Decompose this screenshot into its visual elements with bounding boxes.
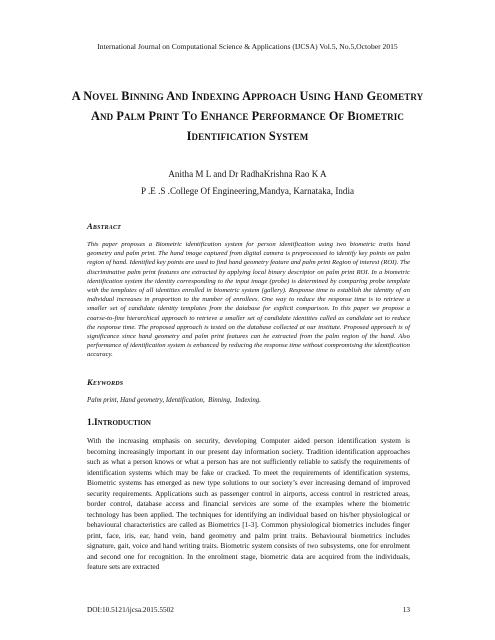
paper-title: A Novel Binning And Indexing Approach Using Hand Geometry And Palm Print To Enhance Performance Of Biometric Identification System bbox=[71, 89, 424, 143]
page-number: 13 bbox=[402, 605, 410, 614]
introduction-heading: 1.Introduction bbox=[87, 418, 151, 428]
abstract-heading: Abstract bbox=[87, 221, 122, 231]
doi-footer: DOI:10.5121/ijcsa.2015.5502 bbox=[87, 605, 174, 614]
author-list: Anitha M L and Dr RadhaKrishna Rao K A bbox=[168, 169, 327, 179]
keywords-text: Palm print, Hand geometry, Identification, Binning, Indexing. bbox=[87, 397, 261, 404]
keywords-heading: Keywords bbox=[87, 377, 124, 387]
abstract-text: This paper proposes a Biometric identification system for person identification using two biometric traits hand geometry and palm print. The hand image captured from digital camera is preprocessed to identify key points on palm region of hand. Identified key points are used to find hand geometry feature and palm print Region of interest (ROI). The discriminative palm print features are extracted by applying local binary descriptor on palm print ROI. In a biometric identification system the identity corresponding to the input image (probe) is determined by comparing probe template with the templates of all identities enrolled in biometric system (gallery). Response time to establish the identity of an individual increases in proportion to the number of enrollees. One way to reduce the response time is to retrieve a smaller set of candidate identity templates from the database for explicit comparison. In this paper we propose a coarse-to-fine hierarchical approach to retrieve a smaller set of candidate identities called as candidate set to reduce the response time. The proposed approach is tested on the database collected at our institute. Proposed approach is of significance since hand geometry and palm print features can be extracted from the palm region of the hand. Also performance of identification system is enhanced by reducing the response time without compromising the identification accuracy. bbox=[87, 241, 410, 359]
introduction-text: With the increasing emphasis on security, developing Computer aided person identification system is becoming increasingly important in our present day information society. Tradition identification approaches such as what a person knows or what a person has are not sufficiently reliable to satisfy the requirements of identification systems which may be fake or cracked. To meet the requirements of identification systems, Biometric systems has emerged as new type solutions to our society’s ever increasing demand of improved security requirements. Applications such as passenger control in airports, access control in restricted areas, border control, database access and financial services are some of the examples where the biometric technology has been applied. The techniques for identifying an individual based on his/her physiological or behavioural characteristics are called as Biometrics [1-3]. Common physiological biometrics includes finger print, face, iris, ear, hand vein, hand geometry and palm print traits. Behavioural biometrics includes signature, gait, voice and hand writing traits. Biometric system consists of two subsystems, one for enrolment and second one for recognition. In the enrolment stage, biometric data are acquired from the individuals, feature sets are extracted bbox=[87, 436, 410, 571]
running-head: International Journal on Computational Science & Applications (IJCSA) Vol.5, No.5,October 2015 bbox=[97, 42, 398, 51]
author-affiliation: P .E .S .College Of Engineering,Mandya, Karnataka, India bbox=[140, 186, 355, 196]
